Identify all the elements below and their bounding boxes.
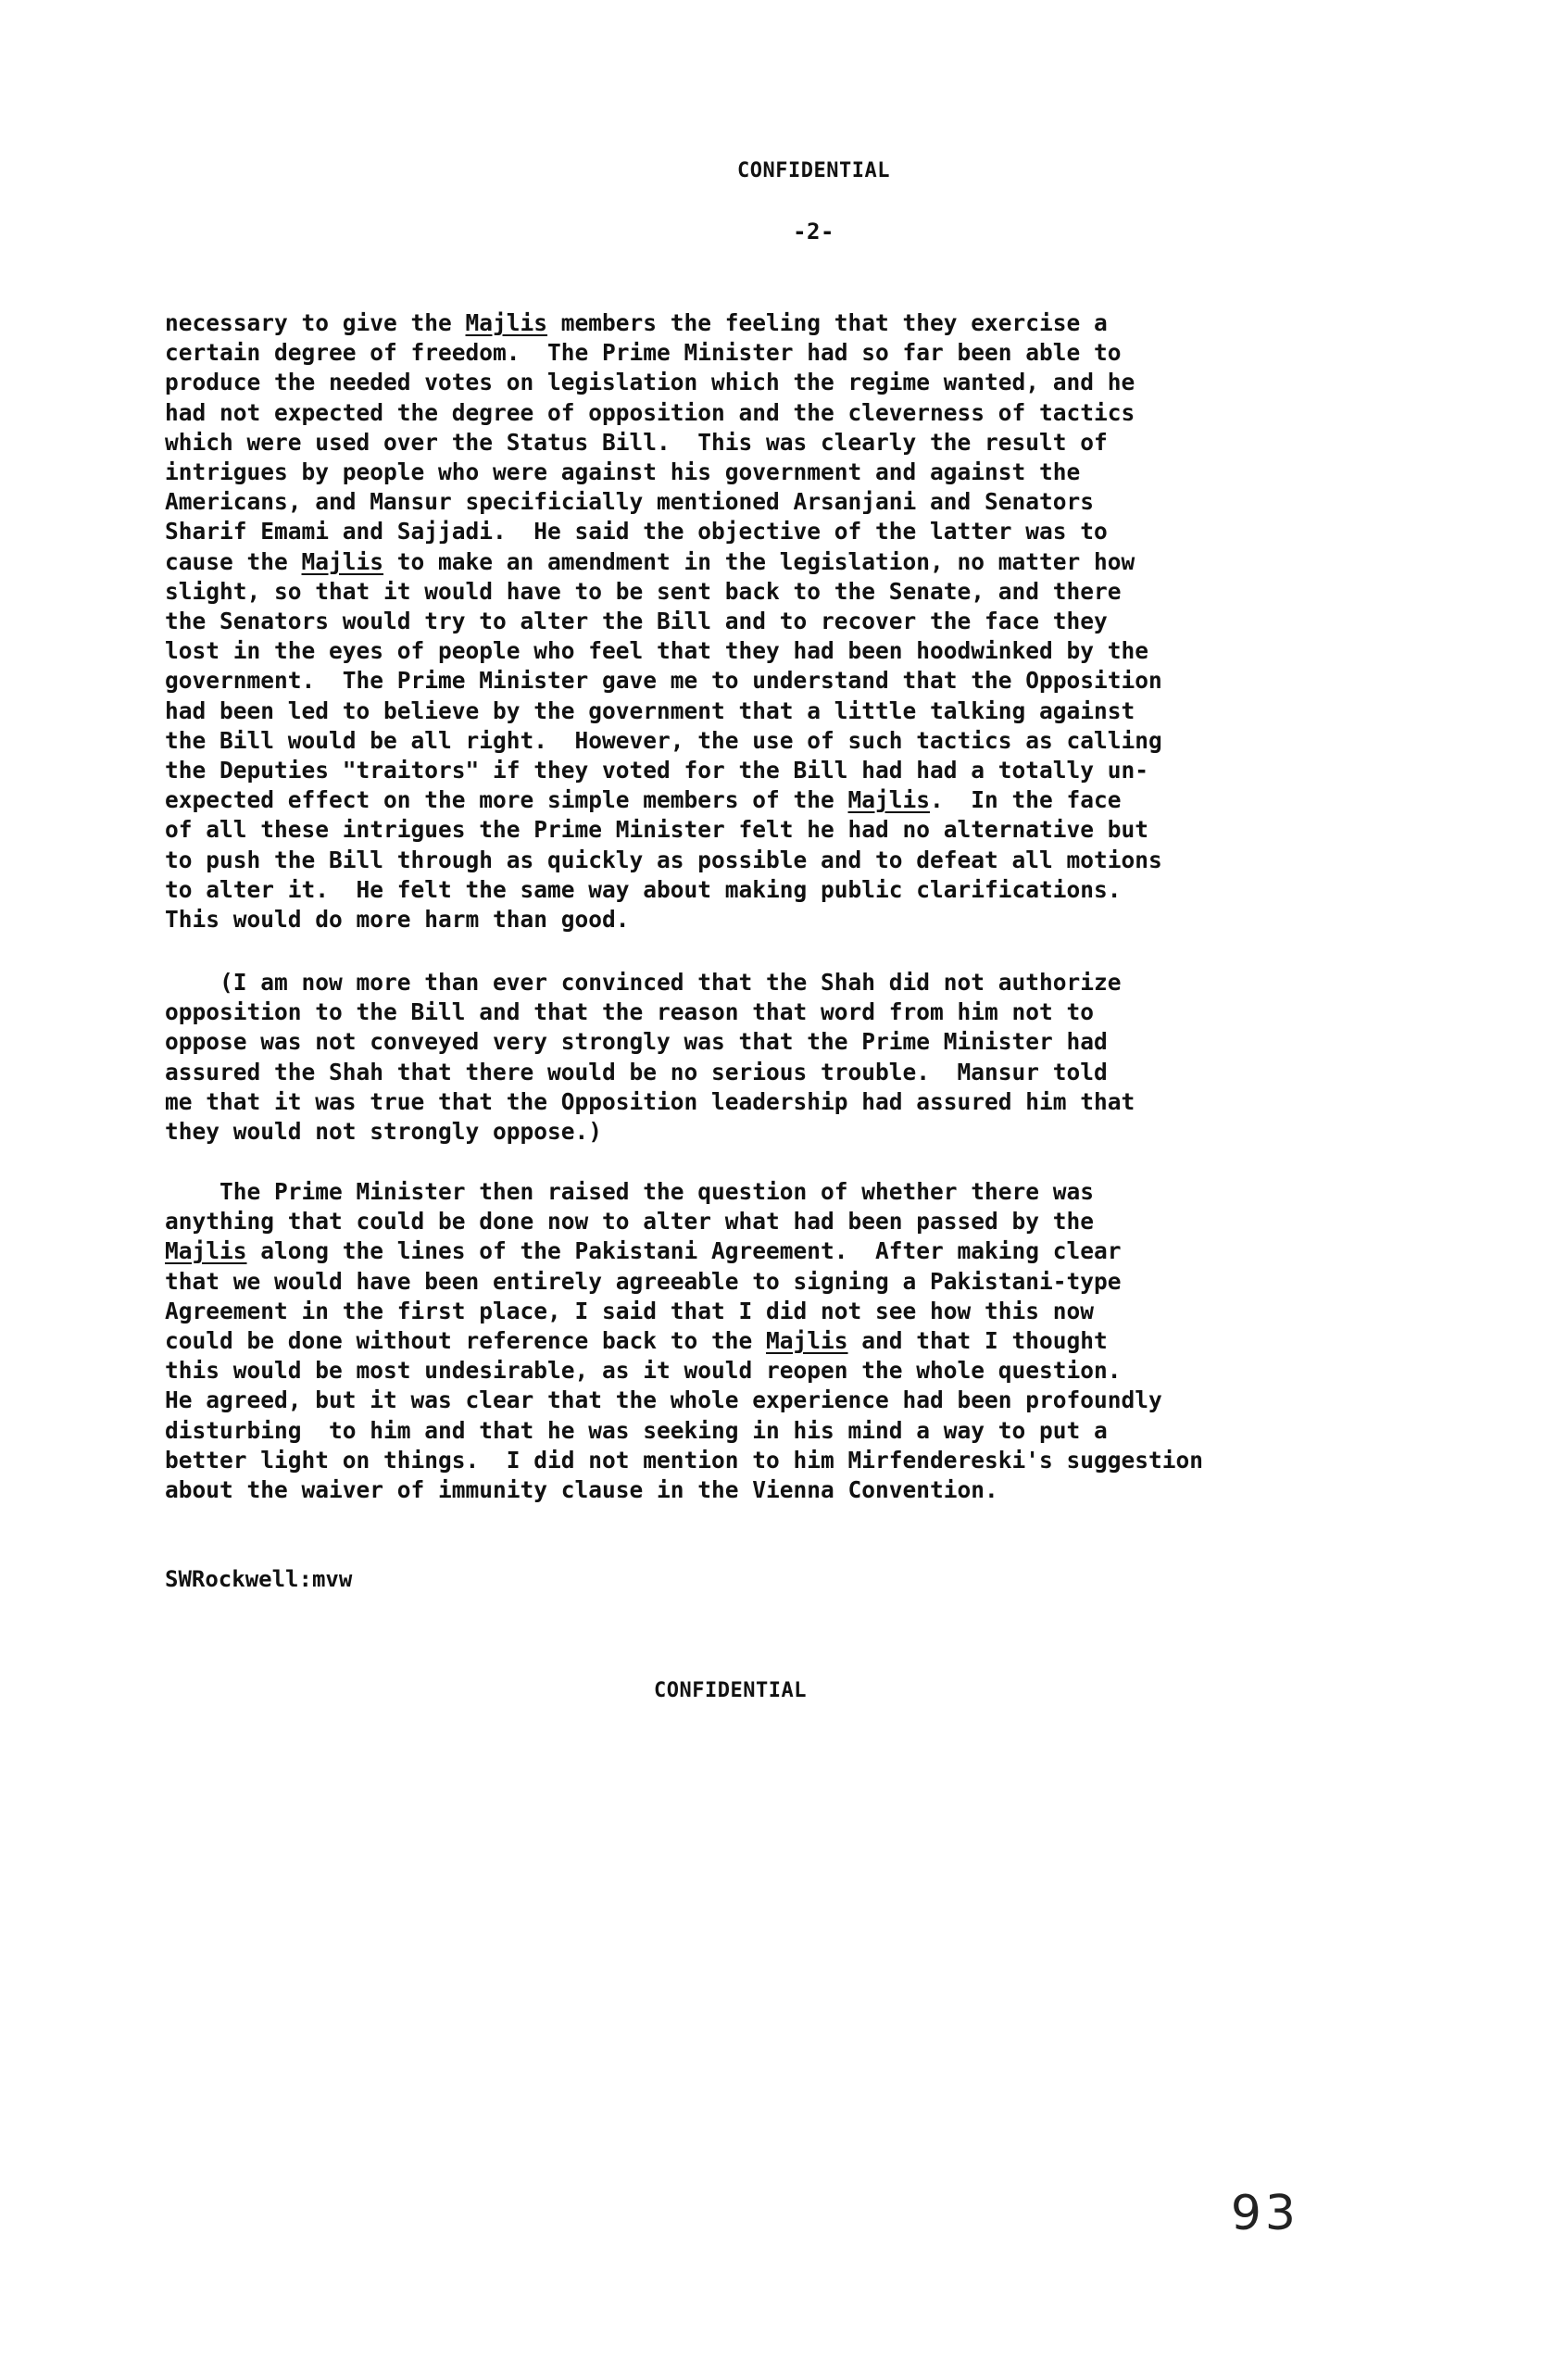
- text-line: expected effect on the more simple members of the Majlis. In the face: [165, 786, 1122, 814]
- header-classification: CONFIDENTIAL: [737, 159, 890, 182]
- author-initials: SWRockwell:mvw: [165, 1566, 353, 1592]
- text-line: He agreed, but it was clear that the whole experience had been profoundly: [165, 1386, 1162, 1414]
- text-line: necessary to give the Majlis members the feeling that they exercise a: [165, 309, 1108, 336]
- text-line: Majlis along the lines of the Pakistani Agreement. After making clear: [165, 1237, 1122, 1265]
- text-line: Americans, and Mansur specificially mentioned Arsanjani and Senators: [165, 488, 1095, 516]
- paragraph-2: [165, 968, 1341, 1147]
- text-line: government. The Prime Minister gave me to understand that the Opposition: [165, 667, 1162, 695]
- text-line: this would be most undesirable, as it would reopen the whole question.: [165, 1357, 1122, 1385]
- text-line: to push the Bill through as quickly as possible and to defeat all motions: [165, 846, 1162, 873]
- text-line: could be done without reference back to the Majlis and that I thought: [165, 1327, 1108, 1355]
- underlined-term: Majlis: [766, 1327, 848, 1355]
- page-number: 93: [1230, 2186, 1299, 2241]
- text-line: to alter it. He felt the same way about making public clarifications.: [165, 875, 1122, 903]
- text-line: certain degree of freedom. The Prime Minister had so far been able to: [165, 339, 1122, 367]
- text-line: about the waiver of immunity clause in the Vienna Convention.: [165, 1476, 998, 1504]
- text-line: slight, so that it would have to be sent back to the Senate, and there: [165, 577, 1122, 605]
- text-line: disturbing to him and that he was seeking in his mind a way to put a: [165, 1416, 1108, 1444]
- text-line: This would do more harm than good.: [165, 906, 630, 934]
- text-line: Sharif Emami and Sajjadi. He said the objective of the latter was to: [165, 518, 1108, 546]
- text-line: the Bill would be all right. However, the use of such tactics as calling: [165, 726, 1162, 754]
- text-line: The Prime Minister then raised the question of whether there was: [165, 1178, 1095, 1205]
- text-line: cause the Majlis to make an amendment in the legislation, no matter how: [165, 547, 1135, 575]
- text-line: produce the needed votes on legislation which the regime wanted, and he: [165, 369, 1135, 396]
- text-line: Agreement in the first place, I said that I did not see how this now: [165, 1297, 1095, 1324]
- text-line: better light on things. I did not mention to him Mirfendereski's suggestion: [165, 1446, 1204, 1474]
- page-label: -2-: [793, 219, 834, 245]
- text-line: oppose was not conveyed very strongly was that the Prime Minister had: [165, 1028, 1108, 1056]
- text-line: of all these intrigues the Prime Minister felt he had no alternative but: [165, 816, 1149, 844]
- text-line: assured the Shah that there would be no serious trouble. Mansur told: [165, 1058, 1108, 1085]
- underlined-term: Majlis: [465, 309, 548, 336]
- underlined-term: Majlis: [165, 1237, 247, 1265]
- underlined-term: Majlis: [847, 786, 931, 814]
- text-line: that we would have been entirely agreeable to signing a Pakistani-type: [165, 1267, 1122, 1295]
- text-line: had not expected the degree of opposition and the cleverness of tactics: [165, 398, 1135, 426]
- footer-classification: CONFIDENTIAL: [654, 1679, 807, 1702]
- text-line: the Deputies "traitors" if they voted for the Bill had had a totally un-: [165, 757, 1149, 784]
- text-line: lost in the eyes of people who feel that they had been hoodwinked by the: [165, 637, 1149, 665]
- text-line: (I am now more than ever convinced that the Shah did not authorize: [165, 969, 1122, 996]
- text-line: anything that could be done now to alter what had been passed by the: [165, 1208, 1095, 1236]
- underlined-term: Majlis: [301, 547, 384, 575]
- paragraph-1: [165, 308, 1341, 935]
- text-line: intrigues by people who were against his government and against the: [165, 458, 1081, 486]
- text-line: they would not strongly oppose.): [165, 1118, 603, 1146]
- text-line: the Senators would try to alter the Bill and to recover the face they: [165, 608, 1108, 635]
- text-line: opposition to the Bill and that the reason that word from him not to: [165, 998, 1095, 1026]
- text-line: me that it was true that the Opposition leadership had assured him that: [165, 1087, 1135, 1115]
- text-line: had been led to believe by the government that a little talking against: [165, 696, 1135, 724]
- text-line: which were used over the Status Bill. This was clearly the result of: [165, 428, 1108, 456]
- paragraph-3: [165, 1177, 1341, 1505]
